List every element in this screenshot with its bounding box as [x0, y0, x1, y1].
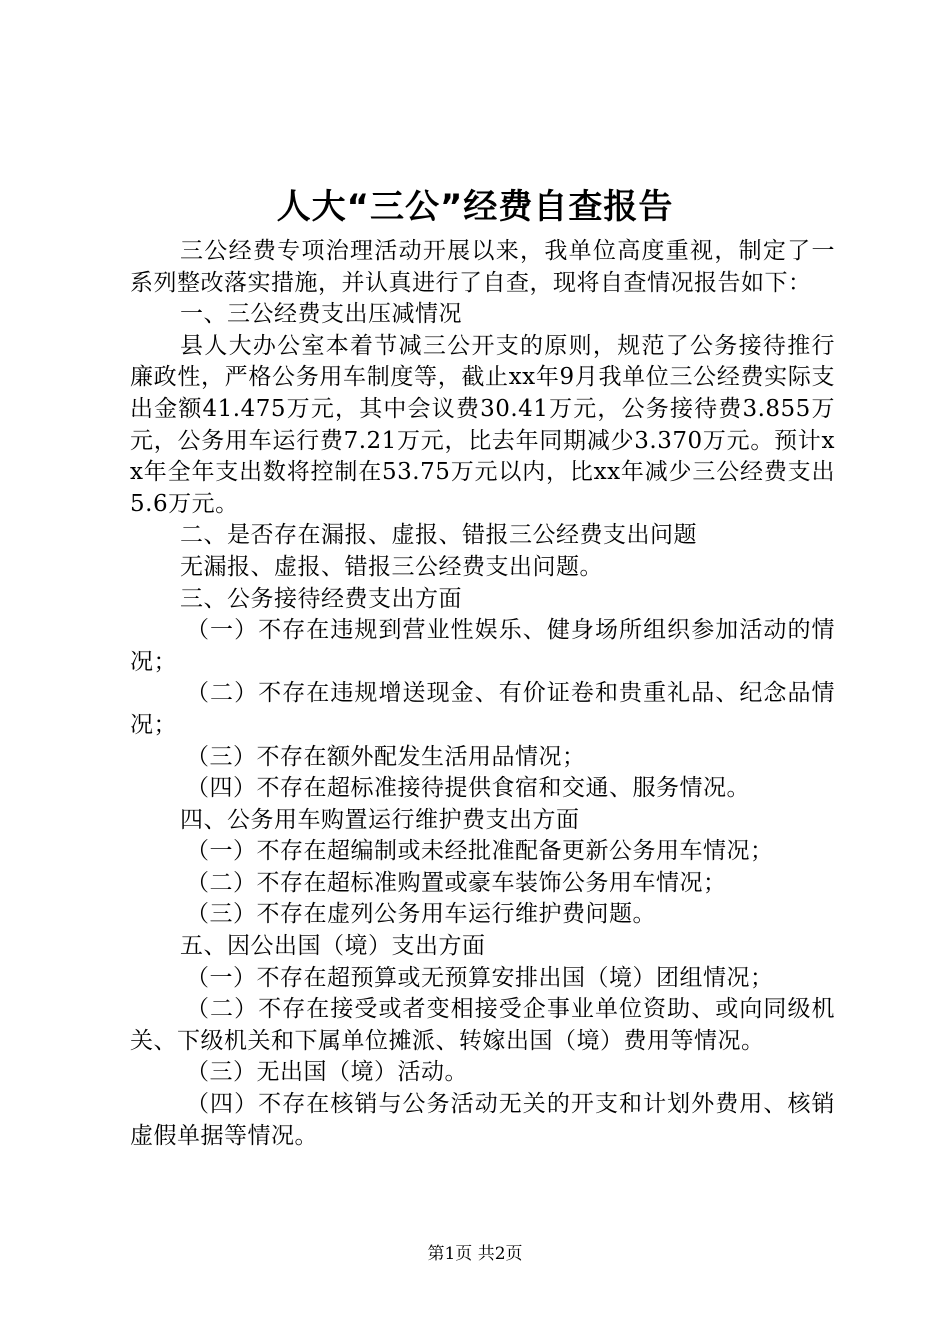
list-item: （一）不存在违规到营业性娱乐、健身场所组织参加活动的情况； — [130, 617, 835, 675]
page-footer: 第1页 共2页 — [427, 1244, 523, 1264]
section-heading-5: 五、因公出国（境）支出方面 — [180, 933, 486, 960]
document-body — [130, 236, 835, 1152]
list-item: （二）不存在超标准购置或豪车装饰公务用车情况； — [186, 869, 727, 896]
section-heading-2: 二、是否存在漏报、虚报、错报三公经费支出问题 — [180, 522, 697, 549]
section-1-paragraph: 县人大办公室本着节减三公开支的原则，规范了公务接待推行廉政性，严格公务用车制度等，截止xx年9月我单位三公经费实际支出金额41.475万元，其中会议费30.41万元，公务接待费3.855万元，公务用车运行费7.21万元，比去年同期减少3.370万元。预计xx年全年支出数将控制在53.75万元以内，比xx年减少三公经费支出5.6万元。 — [130, 332, 835, 517]
list-item: （三）无出国（境）活动。 — [186, 1059, 468, 1086]
list-item: （二）不存在违规增送现金、有价证卷和贵重礼品、纪念品情况； — [130, 680, 835, 738]
list-item: （四）不存在核销与公务活动无关的开支和计划外费用、核销虚假单据等情况。 — [130, 1091, 835, 1149]
document-title: 人大“三公”经费自查报告 — [276, 187, 674, 227]
intro-paragraph: 三公经费专项治理活动开展以来，我单位高度重视，制定了一系列整改落实措施，并认真进行了自查，现将自查情况报告如下： — [130, 238, 835, 296]
list-item: （三）不存在额外配发生活用品情况； — [186, 743, 586, 770]
section-heading-3: 三、公务接待经费支出方面 — [180, 585, 462, 612]
list-item: （二）不存在接受或者变相接受企事业单位资助、或向同级机关、下级机关和下属单位摊派、转嫁出国（境）费用等情况。 — [130, 996, 835, 1054]
section-2-paragraph: 无漏报、虚报、错报三公经费支出问题。 — [180, 553, 603, 580]
list-item: （一）不存在超预算或无预算安排出国（境）团组情况； — [186, 964, 774, 991]
list-item: （三）不存在虚列公务用车运行维护费问题。 — [186, 901, 656, 928]
list-item: （四）不存在超标准接待提供食宿和交通、服务情况。 — [186, 775, 750, 802]
list-item: （一）不存在超编制或未经批准配备更新公务用车情况； — [186, 838, 774, 865]
section-heading-4: 四、公务用车购置运行维护费支出方面 — [180, 806, 580, 833]
section-heading-1: 一、三公经费支出压减情况 — [180, 301, 462, 328]
